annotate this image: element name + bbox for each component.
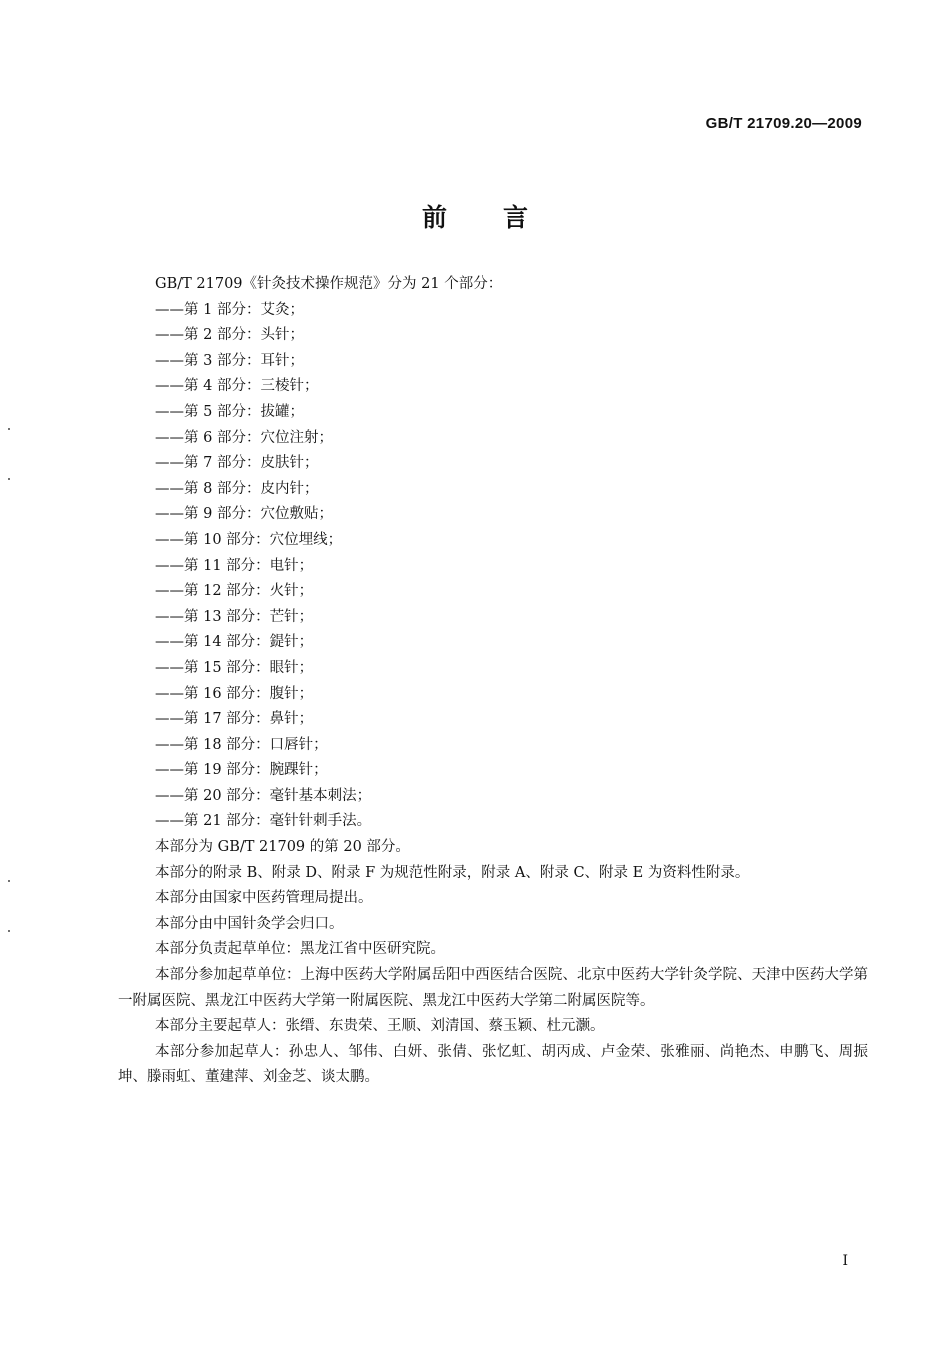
foreword-body — [118, 272, 868, 1091]
list-item: ——第 16 部分：腹针； — [155, 685, 314, 702]
standard-code-header: GB/T 21709.20—2009 — [705, 115, 862, 132]
intro-line: GB/T 21709《针灸技术操作规范》分为 21 个部分： — [155, 276, 503, 292]
list-item: ——第 18 部分：口唇针； — [155, 736, 328, 753]
page-title — [0, 198, 950, 234]
paragraph-proposed-by: 本部分由国家中医药管理局提出。 — [155, 890, 373, 907]
list-item: ——第 15 部分：眼针； — [155, 659, 314, 676]
scan-speck — [8, 930, 10, 932]
list-item: ——第 6 部分：穴位注射； — [155, 429, 333, 446]
list-item: ——第 7 部分：皮肤针； — [155, 455, 319, 472]
page-number: I — [842, 1253, 848, 1269]
paragraph-annexes: 本部分的附录 B、附录 D、附录 F 为规范性附录，附录 A、附录 C、附录 E 为资料性附录。 — [155, 864, 750, 881]
paragraph-centralized-by: 本部分由中国针灸学会归口。 — [155, 915, 344, 932]
paragraph-part-number: 本部分为 GB/T 21709 的第 20 部分。 — [155, 839, 410, 856]
list-item: ——第 11 部分：电针； — [155, 557, 314, 574]
list-item: ——第 13 部分：芒针； — [155, 608, 314, 625]
list-item: ——第 3 部分：耳针； — [155, 352, 304, 369]
scan-speck — [8, 880, 10, 882]
scan-speck — [8, 428, 10, 430]
list-item: ——第 2 部分：头针； — [155, 327, 304, 344]
list-item: ——第 10 部分：穴位埋线； — [155, 531, 343, 548]
list-item: ——第 4 部分：三棱针； — [155, 378, 319, 395]
list-item: ——第 17 部分：鼻针； — [155, 711, 314, 728]
list-item: ——第 14 部分：鍉针； — [155, 634, 314, 651]
paragraph-participating-drafters: 本部分参加起草人：孙忠人、邹伟、白妍、张倩、张忆虹、胡丙成、卢金荣、张雅丽、尚艳杰、申鹏飞、周振坤、滕雨虹、董建萍、刘金芝、谈太鹏。 — [118, 1043, 868, 1086]
paragraph-participating-units: 本部分参加起草单位：上海中医药大学附属岳阳中西医结合医院、北京中医药大学针灸学院、天津中医药大学第一附属医院、黑龙江中医药大学第一附属医院、黑龙江中医药大学第二附属医院等。 — [118, 967, 868, 1009]
list-item: ——第 5 部分：拔罐； — [155, 403, 304, 420]
list-item: ——第 1 部分：艾灸； — [155, 301, 304, 318]
title-char: 言 — [503, 203, 529, 232]
list-item: ——第 8 部分：皮内针； — [155, 480, 319, 497]
paragraph-main-drafters: 本部分主要起草人：张缙、东贵荣、王顺、刘清国、蔡玉颖、杜元灏。 — [155, 1018, 605, 1035]
paragraph-drafting-unit: 本部分负责起草单位：黑龙江省中医研究院。 — [155, 941, 445, 958]
list-item: ——第 12 部分：火针； — [155, 583, 314, 600]
parts-list — [118, 298, 868, 835]
scan-speck — [8, 478, 10, 480]
list-item: ——第 19 部分：腕踝针； — [155, 762, 328, 779]
list-item: ——第 20 部分：毫针基本刺法； — [155, 787, 372, 804]
title-char: 前 — [421, 203, 447, 232]
list-item: ——第 21 部分：毫针针刺手法。 — [155, 813, 372, 830]
list-item: ——第 9 部分：穴位敷贴； — [155, 506, 333, 523]
